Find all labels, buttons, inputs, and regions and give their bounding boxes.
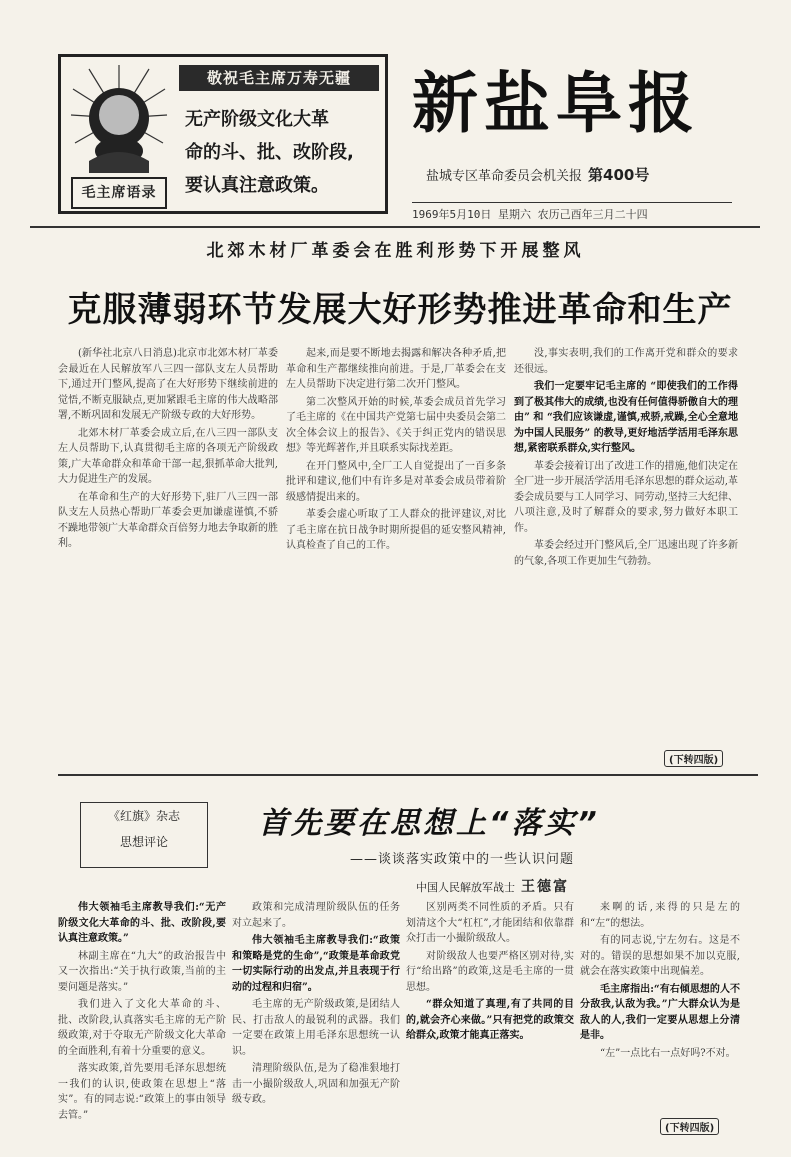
issue-number: 第400号	[588, 166, 650, 184]
paragraph: 在开门整风中,全厂工人自觉提出了一百多条批评和建议,他们中有许多是对革委会成员带着阶级感情提出来的。	[286, 460, 506, 503]
article1-column	[286, 346, 506, 766]
paragraph: 伟大领袖毛主席教导我们:“政策和策略是党的生命”,“政策是革命政党一切实际行动的出发点,并且表现于行动的过程和归宿”。	[232, 935, 400, 993]
paragraph: 伟大领袖毛主席教导我们:“无产阶级文化大革命的斗、批、改阶段,要认真注意政策。”	[58, 902, 226, 944]
paragraph: 革委会虚心听取了工人群众的批评建议,对比了毛主席在抗日战争时期所提倡的延安整风精神,认真检查了自己的工作。	[286, 509, 506, 551]
byline-prefix: 中国人民解放军战士	[416, 881, 515, 894]
column-tag-title: 《红旗》杂志	[107, 809, 180, 823]
quote-line: 命的斗、批、改阶段,	[185, 142, 354, 163]
portrait-emblem-icon	[69, 63, 169, 173]
paragraph: 林副主席在“九大”的政治报告中又一次指出:“关于执行政策,当前的主要问题是落实。”	[58, 950, 226, 993]
divider	[58, 774, 758, 776]
paragraph: 起来,而是要不断地去揭露和解决各种矛盾,把革命和生产都继续推向前进。于是,厂革委会在支左人员帮助下决定进行第二次开门整风。	[286, 348, 506, 390]
article1-column	[58, 346, 278, 766]
paragraph: 区别两类不同性质的矛盾。只有划清这个大“杠杠”,才能团结和依靠群众打击一小撮阶级敌人。	[406, 902, 574, 944]
paragraph: 政策和完成清理阶级队伍的任务对立起来了。	[232, 902, 400, 929]
article2-subhead: ——谈谈落实政策中的一些认识问题	[350, 852, 575, 867]
paragraph: 清理阶级队伍,是为了稳准狠地打击一小撮阶级敌人,巩固和加强无产阶级专政。	[232, 1063, 400, 1105]
paper-sponsor-line	[426, 164, 756, 185]
article1-column	[514, 346, 738, 746]
continued-note	[664, 748, 723, 767]
continued-label: (下转四版)	[664, 750, 723, 767]
paragraph: 落实政策,首先要用毛泽东思想统一我们的认识,使政策在思想上“落实”。有的同志说:“政策上的事由领导去管。”	[58, 1063, 226, 1121]
paragraph: 北郊木材厂革委会成立后,在八三四一部队支左人员帮助下,认真贯彻毛主席的各项无产阶级政策,广大革命群众和革命干部一起,狠抓革命大批判,大力促进生产的发展。	[58, 427, 278, 485]
quote-line: 要认真注意政策。	[185, 175, 329, 196]
paragraph: 对阶级敌人也要严格区别对待,实行“给出路”的政策,这是毛主席的一贯思想。	[406, 950, 574, 993]
quotation-box	[58, 54, 388, 214]
paragraph: 没,事实表明,我们的工作离开党和群众的要求还很远。	[514, 348, 738, 375]
paper-name: 新盐阜报	[412, 64, 700, 142]
paragraph: 革委会接着订出了改进工作的措施,他们决定在全厂进一步开展活学活用毛泽东思想的群众运动,革委会成员要与工人同学习、同劳动,坚持三大纪律、八项注意,及时了解群众的要求,努力做好本职工作。	[514, 460, 738, 534]
paragraph: “群众知道了真理,有了共同的目的,就会齐心来做。”只有把党的政策交给群众,政策才能真正落实。	[406, 999, 574, 1041]
continued-label: (下转四版)	[660, 1118, 719, 1135]
paragraph: 毛主席的无产阶级政策,是团结人民、打击敌人的最锐利的武器。我们一定要在政策上用毛泽东思想统一认识。	[232, 999, 400, 1057]
continued-note	[660, 1116, 719, 1135]
date-line: 1969年5月10日 星期六 农历己酉年三月二十四	[412, 202, 732, 222]
quote-line: 无产阶级文化大革	[185, 109, 329, 130]
article2-column	[406, 900, 574, 1136]
divider	[30, 226, 760, 228]
article1-kicker: 北郊木材厂革委会在胜利形势下开展整风	[206, 241, 585, 261]
article1-headline: 克服薄弱环节发展大好形势推进革命和生产	[67, 290, 733, 330]
paragraph: 在革命和生产的大好形势下,驻厂八三四一部队支左人员热心帮助厂革委会更加谦虚谨慎,不骄不躁地带领广大革命群众百倍努力地去争取新的胜利。	[58, 491, 278, 549]
banner-slogan: 敬祝毛主席万寿无疆	[179, 65, 379, 91]
quotation-text	[185, 103, 385, 202]
paragraph: 我们一定要牢记毛主席的 “即使我们的工作得到了极其伟大的成绩,也没有任何值得骄傲自大的理由” 和 “我们应该谦虚,谨慎,戒骄,戒躁,全心全意地为中国人民服务” 的教导,更好地活学活用毛泽东思想,紧密联系群众,实行整风。	[514, 381, 738, 454]
article2-column	[580, 900, 740, 1112]
byline	[416, 876, 756, 896]
paragraph: “左”一点比右一点好吗?不对。	[600, 1047, 736, 1059]
sponsor: 盐城专区革命委员会机关报	[426, 169, 583, 184]
article2-column	[58, 900, 226, 1136]
paragraph: 有的同志说,宁左勿右。这是不对的。错误的思想如果不加以克服,就会在落实政策中出现偏差。	[580, 935, 740, 977]
paragraph: 我们进入了文化大革命的斗、批、改阶段,认真落实毛主席的无产阶级政策,对于夺取无产阶级文化大革命的全面胜利,有着十分重要的意义。	[58, 999, 226, 1057]
paragraph: 第二次整风开始的时候,革委会成员首先学习了毛主席的《在中国共产党第七届中央委员会第二次全体会议上的报告》、《关于纠正党内的错误思想》等光辉著作,并且联系实际找差距。	[286, 396, 506, 454]
column-tag	[80, 802, 208, 868]
column-tag-type: 思想评论	[119, 835, 168, 849]
author-name: 王德富	[521, 879, 569, 895]
paragraph: 来啊的话,来得的只是左的和“左”的想法。	[580, 902, 740, 929]
paragraph: 革委会经过开门整风后,全厂迅速出现了许多新的气象,各项工作更加生气勃勃。	[514, 540, 738, 567]
article2-column	[232, 900, 400, 1136]
article2-headline: 首先要在思想上“落实”	[258, 806, 600, 841]
paragraph: 毛主席指出:“有右倾思想的人不分敌我,认敌为我。”广大群众认为是敌人的人,我们一定要从思想上分清是非。	[580, 983, 740, 1041]
paragraph: (新华社北京八日消息)北京市北郊木材厂革委会最近在人民解放军八三四一部队支左人员帮助下,通过开门整风,提高了在大好形势下继续前进的觉悟,不断克服缺点,更加紧跟毛主席的伟大战略部署,不断巩固和发展无产阶级专政的大好形势。	[58, 348, 278, 421]
quote-label: 毛主席语录	[71, 177, 167, 209]
